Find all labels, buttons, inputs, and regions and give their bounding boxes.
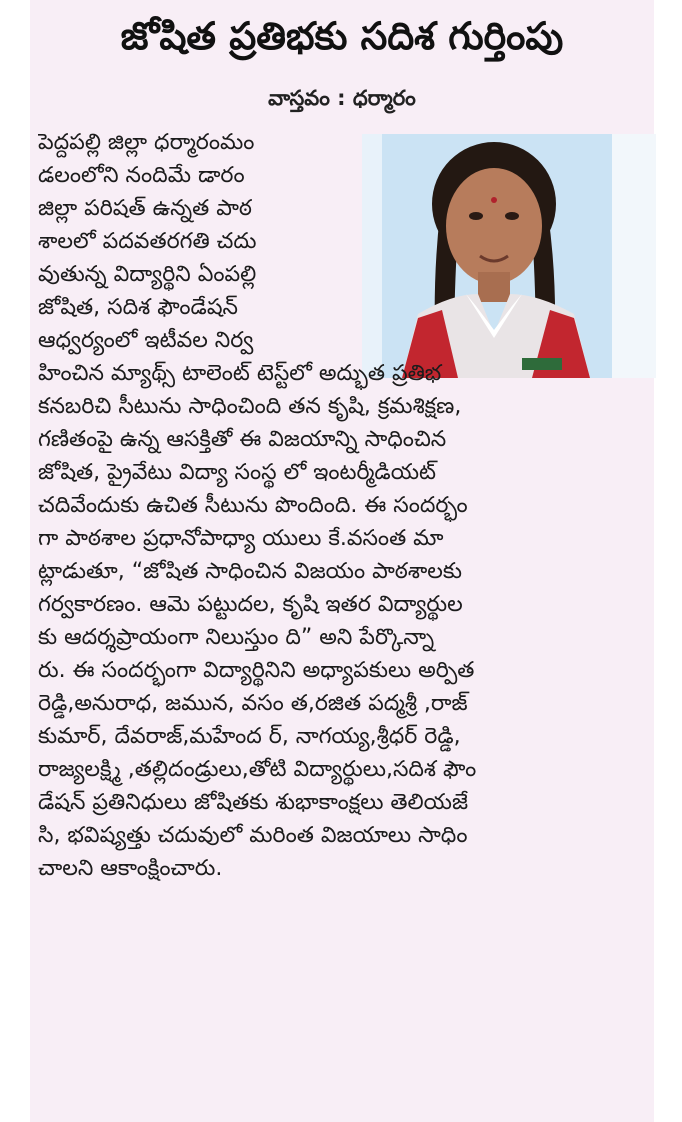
margin-right xyxy=(654,0,682,1122)
body-line: రాజ్యలక్ష్మి ,తల్లిదండ్రులు,తోటి విద్యార్థులు,సదిశ ఫౌం xyxy=(38,757,477,782)
body-line: ట్లాడుతూ, “జోషిత సాధించిన విజయం పాఠశాలకు xyxy=(38,559,462,584)
body-line: గర్వకారణం. ఆమె పట్టుదల, కృషి ఇతర విద్యార్థుల xyxy=(38,592,463,617)
dateline: వాస్తవం : ధర్మారం xyxy=(268,86,416,110)
margin-left xyxy=(0,0,30,1122)
body-line: కు ఆదర్శప్రాయంగా నిలుస్తుం ది” అని పేర్కొన్నా xyxy=(38,625,435,650)
body-line: జోషిత, సదిశ ఫౌండేషన్ xyxy=(38,295,238,320)
headline: జోషిత ప్రతిభకు సదిశ గుర్తింపు xyxy=(120,14,564,58)
body-line: సి, భవిష్యత్తు చదువులో మరింత విజయాలు సాధిం xyxy=(38,823,468,848)
body-line: చదివేందుకు ఉచిత సీటును పొందింది. ఈ సందర్భం xyxy=(38,493,468,518)
body-line: రెడ్డి,అనురాధ, జమున, వసం త,రజిత పద్మశ్రీ ,రాజ్ xyxy=(38,691,468,716)
body-line: కుమార్, దేవరాజ్,మహేంద ర్, నాగయ్య,శ్రీధర్ రెడ్డి, xyxy=(38,724,461,749)
body-line: జిల్లా పరిషత్ ఉన్నత పాఠ xyxy=(38,196,252,221)
body-line: ఆధ్వర్యంలో ఇటీవల నిర్వ xyxy=(38,328,254,353)
body-line: రు. ఈ సందర్భంగా విద్యార్థినిని అధ్యాపకులు అర్పిత xyxy=(38,658,475,683)
body-line: శాలలో పదవతరగతి చదు xyxy=(38,229,257,254)
body-line: గణితంపై ఉన్న ఆసక్తితో ఈ విజయాన్ని సాధించిన xyxy=(38,427,447,452)
body-line: హించిన మ్యాథ్స్ టాలెంట్ టెస్ట్‌లో అద్భుత ప్రతిభ xyxy=(38,361,442,386)
body-line: డలంలోని నందిమే డారం xyxy=(38,163,245,188)
body-line: డేషన్ ప్రతినిధులు జోషితకు శుభాకాంక్షలు తెలియజే xyxy=(38,790,469,815)
body-line: చాలని ఆకాంక్షించారు. xyxy=(38,856,223,881)
body-line: పెద్దపల్లి జిల్లా ధర్మారంమం xyxy=(38,130,255,155)
body-line: జోషిత, ప్రైవేటు విద్యా సంస్థ లో ఇంటర్మీడియట్ xyxy=(38,460,436,485)
body-line: కనబరిచి సీటును సాధించింది తన కృషి, క్రమశిక్షణ, xyxy=(38,394,462,419)
body-line: వుతున్న విద్యార్థిని ఏంపల్లి xyxy=(38,262,257,287)
body-line: గా పాఠశాల ప్రధానోపాధ్యా యులు కే.వసంత మా xyxy=(38,526,444,551)
article-body xyxy=(38,126,648,885)
